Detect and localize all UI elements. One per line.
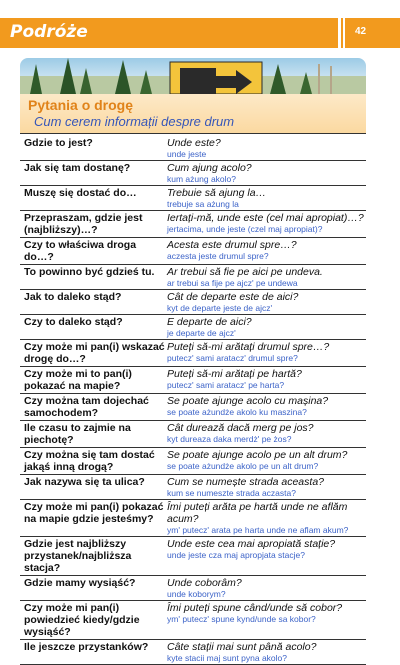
romanian-phrase: Îmi puteți arăta pe hartă unde ne aflăm acum? bbox=[167, 501, 348, 525]
phrase-row bbox=[20, 367, 366, 394]
pronunciation: unde jeste cza maj apropjata stacje? bbox=[167, 550, 305, 560]
polish-phrase: Czy to daleko stąd? bbox=[24, 316, 123, 328]
pronunciation: putecz' sami aratacz' drumul spre? bbox=[167, 353, 298, 363]
pronunciation: ar trebui sa fije pe ajcz' pe undewa bbox=[167, 278, 298, 288]
pronunciation: se poate ażundże akolo pe un alt drum? bbox=[167, 461, 319, 471]
polish-phrase: Czy może mi pan(i) wskazać drogę do…? bbox=[24, 341, 165, 365]
romanian-phrase: Trebuie să ajung la… bbox=[167, 187, 267, 199]
pronunciation: je departe de ajcz' bbox=[167, 328, 236, 338]
romanian-cell bbox=[165, 576, 366, 600]
phrase-row bbox=[20, 475, 366, 500]
chapter-title: Podróże bbox=[10, 22, 88, 42]
romanian-phrase: Câte stații mai sunt până acolo? bbox=[167, 641, 317, 653]
section-title: Pytania o drogę bbox=[28, 97, 134, 113]
polish-phrase: Czy może mi pan(i) powiedzieć kiedy/gdzie wysiąść? bbox=[24, 602, 140, 638]
phrase-row bbox=[20, 537, 366, 576]
phrase-row bbox=[20, 640, 366, 665]
phrase-row bbox=[20, 265, 366, 290]
romanian-phrase: Unde este cea mai apropiată stație? bbox=[167, 538, 336, 550]
romanian-cell bbox=[165, 475, 366, 499]
phrase-row bbox=[20, 136, 366, 161]
phrase-row bbox=[20, 290, 366, 315]
pronunciation: aczesta jeste drumul spre? bbox=[167, 251, 269, 261]
phrase-row bbox=[20, 421, 366, 448]
romanian-phrase: Acesta este drumul spre…? bbox=[167, 239, 297, 251]
romanian-phrase: Se poate ajunge acolo cu mașina? bbox=[167, 395, 329, 407]
romanian-phrase: Puteți să-mi arătați drumul spre…? bbox=[167, 341, 330, 353]
romanian-cell bbox=[165, 601, 366, 639]
polish-phrase: Czy to właściwa droga do…? bbox=[24, 239, 137, 263]
pronunciation: ym' putecz' spune kynd/unde sa kobor? bbox=[167, 614, 316, 624]
pronunciation: trebuje sa ażung la bbox=[167, 199, 239, 209]
romanian-phrase: Cum ajung acolo? bbox=[167, 162, 252, 174]
pronunciation: jertacima, unde jeste (czel maj apropiat)? bbox=[167, 224, 323, 234]
romanian-phrase: Unde coborâm? bbox=[167, 577, 242, 589]
romanian-cell bbox=[165, 265, 366, 289]
romanian-phrase: Cât durează dacă merg pe jos? bbox=[167, 422, 314, 434]
phrase-row bbox=[20, 161, 366, 186]
romanian-cell bbox=[165, 315, 366, 339]
polish-phrase: Przepraszam, gdzie jest (najbliższy)…? bbox=[24, 212, 143, 236]
section-header bbox=[20, 94, 366, 134]
romanian-cell bbox=[165, 186, 366, 210]
page-header bbox=[0, 0, 400, 55]
romanian-cell bbox=[165, 448, 366, 474]
romanian-cell bbox=[165, 211, 366, 237]
romanian-phrase: Îmi puteți spune când/unde să cobor? bbox=[167, 602, 343, 614]
pronunciation: se poate ażundże akolo ku maszina? bbox=[167, 407, 307, 417]
header-separator bbox=[341, 18, 343, 48]
polish-phrase: Czy można się tam dostać jakąś inną drogą? bbox=[24, 449, 155, 473]
road-sign-photo bbox=[20, 58, 366, 94]
romanian-cell bbox=[165, 136, 366, 160]
page-number: 42 bbox=[355, 26, 367, 37]
romanian-cell bbox=[165, 161, 366, 185]
polish-phrase: Gdzie to jest? bbox=[24, 137, 93, 149]
polish-phrase: Czy można tam dojechać samochodem? bbox=[24, 395, 149, 419]
pronunciation: kum se numeszte strada aczasta? bbox=[167, 488, 296, 498]
polish-phrase: Gdzie mamy wysiąść? bbox=[24, 577, 136, 589]
romanian-phrase: Ar trebui să fie pe aici pe undeva. bbox=[167, 266, 323, 278]
romanian-cell bbox=[165, 537, 366, 575]
section-subtitle: Cum cerem informații despre drum bbox=[34, 114, 235, 129]
polish-phrase: Ile jeszcze przystanków? bbox=[24, 641, 149, 653]
phrase-row bbox=[20, 211, 366, 238]
pronunciation: ym' putecz' arata pe harta unde ne aflam akum? bbox=[167, 525, 349, 535]
pronunciation: kum ażung akolo? bbox=[167, 174, 236, 184]
romanian-phrase: Cum se numește strada aceasta? bbox=[167, 476, 324, 488]
romanian-phrase: E departe de aici? bbox=[167, 316, 252, 328]
phrase-table bbox=[20, 136, 366, 665]
pronunciation: unde koborym? bbox=[167, 589, 226, 599]
phrase-row bbox=[20, 238, 366, 265]
romanian-cell bbox=[165, 500, 366, 536]
polish-phrase: To powinno być gdzieś tu. bbox=[24, 266, 155, 278]
romanian-phrase: Se poate ajunge acolo pe un alt drum? bbox=[167, 449, 348, 461]
romanian-cell bbox=[165, 367, 366, 393]
phrase-row bbox=[20, 186, 366, 211]
romanian-cell bbox=[165, 394, 366, 420]
pronunciation: kyt de departe jeste de ajcz' bbox=[167, 303, 273, 313]
polish-phrase: Jak to daleko stąd? bbox=[24, 291, 122, 303]
phrase-row bbox=[20, 315, 366, 340]
polish-phrase: Ile czasu to zajmie na piechotę? bbox=[24, 422, 131, 446]
pronunciation: unde jeste bbox=[167, 149, 207, 159]
romanian-phrase: Puteți să-mi arătați pe hartă? bbox=[167, 368, 302, 380]
polish-phrase: Czy może mi to pan(i) pokazać na mapie? bbox=[24, 368, 132, 392]
romanian-cell bbox=[165, 238, 366, 264]
phrase-row bbox=[20, 576, 366, 601]
romanian-cell bbox=[165, 290, 366, 314]
polish-phrase: Muszę się dostać do… bbox=[24, 187, 137, 199]
polish-phrase: Gdzie jest najbliższy przystanek/najbliższa stacja? bbox=[24, 538, 132, 574]
romanian-cell bbox=[165, 421, 366, 447]
road-sign-illustration bbox=[20, 58, 366, 94]
phrase-row bbox=[20, 601, 366, 640]
pronunciation: kyte stacii maj sunt pyna akolo? bbox=[167, 653, 288, 663]
phrase-row bbox=[20, 340, 366, 367]
pronunciation: kyt dureaza daka merdż' pe żos? bbox=[167, 434, 292, 444]
romanian-phrase: Cât de departe este de aici? bbox=[167, 291, 299, 303]
phrase-row bbox=[20, 448, 366, 475]
romanian-cell bbox=[165, 640, 366, 664]
pronunciation: putecz' sami aratacz' pe harta? bbox=[167, 380, 285, 390]
polish-phrase: Jak się tam dostanę? bbox=[24, 162, 131, 174]
polish-phrase: Czy może mi pan(i) pokazać na mapie gdzie jesteśmy? bbox=[24, 501, 164, 525]
phrase-row bbox=[20, 394, 366, 421]
romanian-phrase: Unde este? bbox=[167, 137, 221, 149]
page-number-box bbox=[345, 18, 400, 48]
romanian-cell bbox=[165, 340, 366, 366]
phrase-row bbox=[20, 500, 366, 537]
polish-phrase: Jak nazywa się ta ulica? bbox=[24, 476, 145, 488]
romanian-phrase: Iertați-mă, unde este (cel mai apropiat)…? bbox=[167, 212, 364, 224]
